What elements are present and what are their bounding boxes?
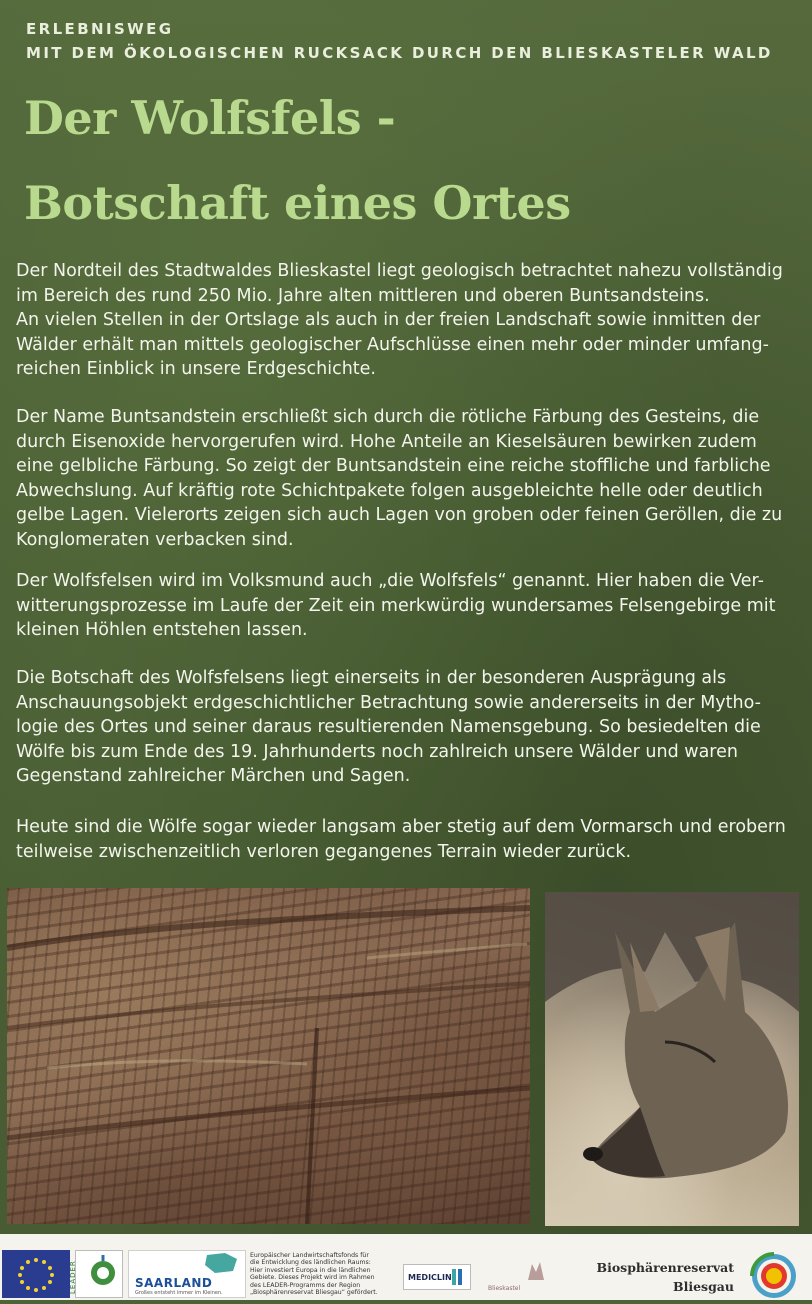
text-line: Gebiete. Dieses Projekt wird im Rahmen (250, 1274, 375, 1282)
text-line: Wölfe bis zum Ende des 19. Jahrhunderts noch zahlreich unsere Wälder und waren (16, 741, 738, 762)
saarland-name: SAARLAND (135, 1276, 213, 1290)
leader-logo (69, 1250, 123, 1298)
text-line: logie des Ortes und seiner daraus resultierenden Namensgebung. So besiedelten die (16, 717, 761, 737)
paragraph-geology (16, 259, 800, 382)
saarland-map-icon (129, 1251, 245, 1275)
text-line: Konglomeraten verbacken sind. (16, 529, 294, 550)
text-line: Hier investiert Europa in die ländlichen (250, 1266, 371, 1274)
text-line: teilweise zwischenzeitlich verloren gegangenes Terrain wieder zurück. (16, 841, 632, 862)
text-line: Anschauungsobjekt erdgeschichtlicher Betrachtung sowie andererseits in der Mytho- (16, 692, 761, 713)
sandstone-rock-photo (7, 888, 530, 1224)
mediclin-name: MEDICLIN (408, 1273, 452, 1282)
text-line: Der Name Buntsandstein erschließt sich durch die rötliche Färbung des Gesteins, die (16, 407, 760, 427)
text-line: kleinen Höhlen entstehen lassen. (16, 620, 308, 640)
blieskastel-crest-icon (488, 1258, 552, 1282)
biosphere-logo (750, 1252, 798, 1300)
text-line: im Bereich des rund 250 Mio. Jahre alten mittleren und oberen Buntsandsteins. (16, 285, 710, 306)
trail-subtitle: MIT DEM ÖKOLOGISCHEN RUCKSACK DURCH DEN BLIESKASTELER WALD (26, 44, 773, 62)
eu-flag-logo (2, 1250, 70, 1298)
biosphere-line-1: Biosphärenreservat (596, 1260, 734, 1275)
biosphere-reserve-name (594, 1258, 734, 1296)
text-line: Wälder erhält man mittels geologischer Aufschlüsse einen mehr oder minder umfang- (16, 334, 769, 355)
board-title-line-2: Botschaft eines Ortes (24, 176, 571, 230)
text-line: witterungsprozesse im Laufe der Zeit ein merkwürdig wundersames Felsengebirge mit (16, 595, 776, 616)
wolf-photo (545, 892, 799, 1226)
board-title-line-1: Der Wolfsfels - (24, 91, 396, 145)
saarland-logo (128, 1250, 246, 1298)
paragraph-heute (16, 815, 800, 864)
paragraph-wolfsfelsen (16, 569, 800, 643)
text-line: Der Nordteil des Stadtwaldes Blieskastel liegt geologisch betrachtet nahezu vollständig (16, 261, 783, 281)
rock-texture (7, 888, 530, 1224)
biosphere-line-2: Bliesgau (673, 1279, 734, 1294)
leader-emblem-icon (76, 1251, 122, 1297)
text-line: reichen Einblick in unsere Erdgeschichte. (16, 359, 376, 379)
text-line: des LEADER-Programms der Region (250, 1281, 361, 1289)
text-line: die Entwicklung des ländlichen Raums: (250, 1259, 371, 1267)
saarland-tagline: Großes entsteht immer im Kleinen. (135, 1290, 223, 1296)
mediclin-mark-icon (448, 1265, 468, 1289)
text-line: gelbe Lagen. Vielerorts zeigen sich auch Lagen von groben oder feinen Geröllen, die zu (16, 505, 783, 525)
text-line: Heute sind die Wölfe sogar wieder langsam aber stetig auf dem Vormarsch und erobern (16, 817, 786, 837)
text-line: An vielen Stellen in der Ortslage als auch in der freien Landschaft sowie inmitten der (16, 310, 761, 330)
blieskastel-logo (488, 1258, 552, 1292)
paragraph-botschaft (16, 666, 800, 789)
trail-label: ERLEBNISWEG (26, 20, 174, 38)
text-line: Europäischer Landwirtschaftsfonds für (250, 1252, 369, 1259)
text-line: Die Botschaft des Wolfsfelsens liegt einerseits in der besonderen Ausprägung als (16, 668, 727, 688)
wolf-head-illustration (545, 892, 799, 1226)
leader-label: LEADER (69, 1260, 77, 1294)
eu-stars-icon (2, 1250, 70, 1298)
blieskastel-name: Blieskastel (488, 1285, 521, 1292)
text-line: Gegenstand zahlreicher Märchen und Sagen. (16, 766, 411, 786)
text-line: Der Wolfsfelsen wird im Volksmund auch „die Wolfsfels“ genannt. Hier haben die Ver- (16, 571, 764, 591)
text-line: durch Eisenoxide hervorgerufen wird. Hohe Anteile an Kieselsäuren bewirken zudem (16, 431, 757, 452)
paragraph-buntsandstein (16, 405, 800, 552)
text-line: eine gelbliche Färbung. So zeigt der Buntsandstein eine reiche stoffliche und farbliche (16, 456, 771, 476)
funding-notice (250, 1252, 400, 1296)
text-line: Abwechslung. Auf kräftig rote Schichtpakete folgen ausgebleichte helle oder deutlich (16, 480, 763, 501)
text-line: „Biosphärenreservat Bliesgau“ gefördert. (250, 1289, 378, 1297)
biosphere-emblem-icon (750, 1252, 798, 1300)
mediclin-logo (403, 1264, 471, 1290)
